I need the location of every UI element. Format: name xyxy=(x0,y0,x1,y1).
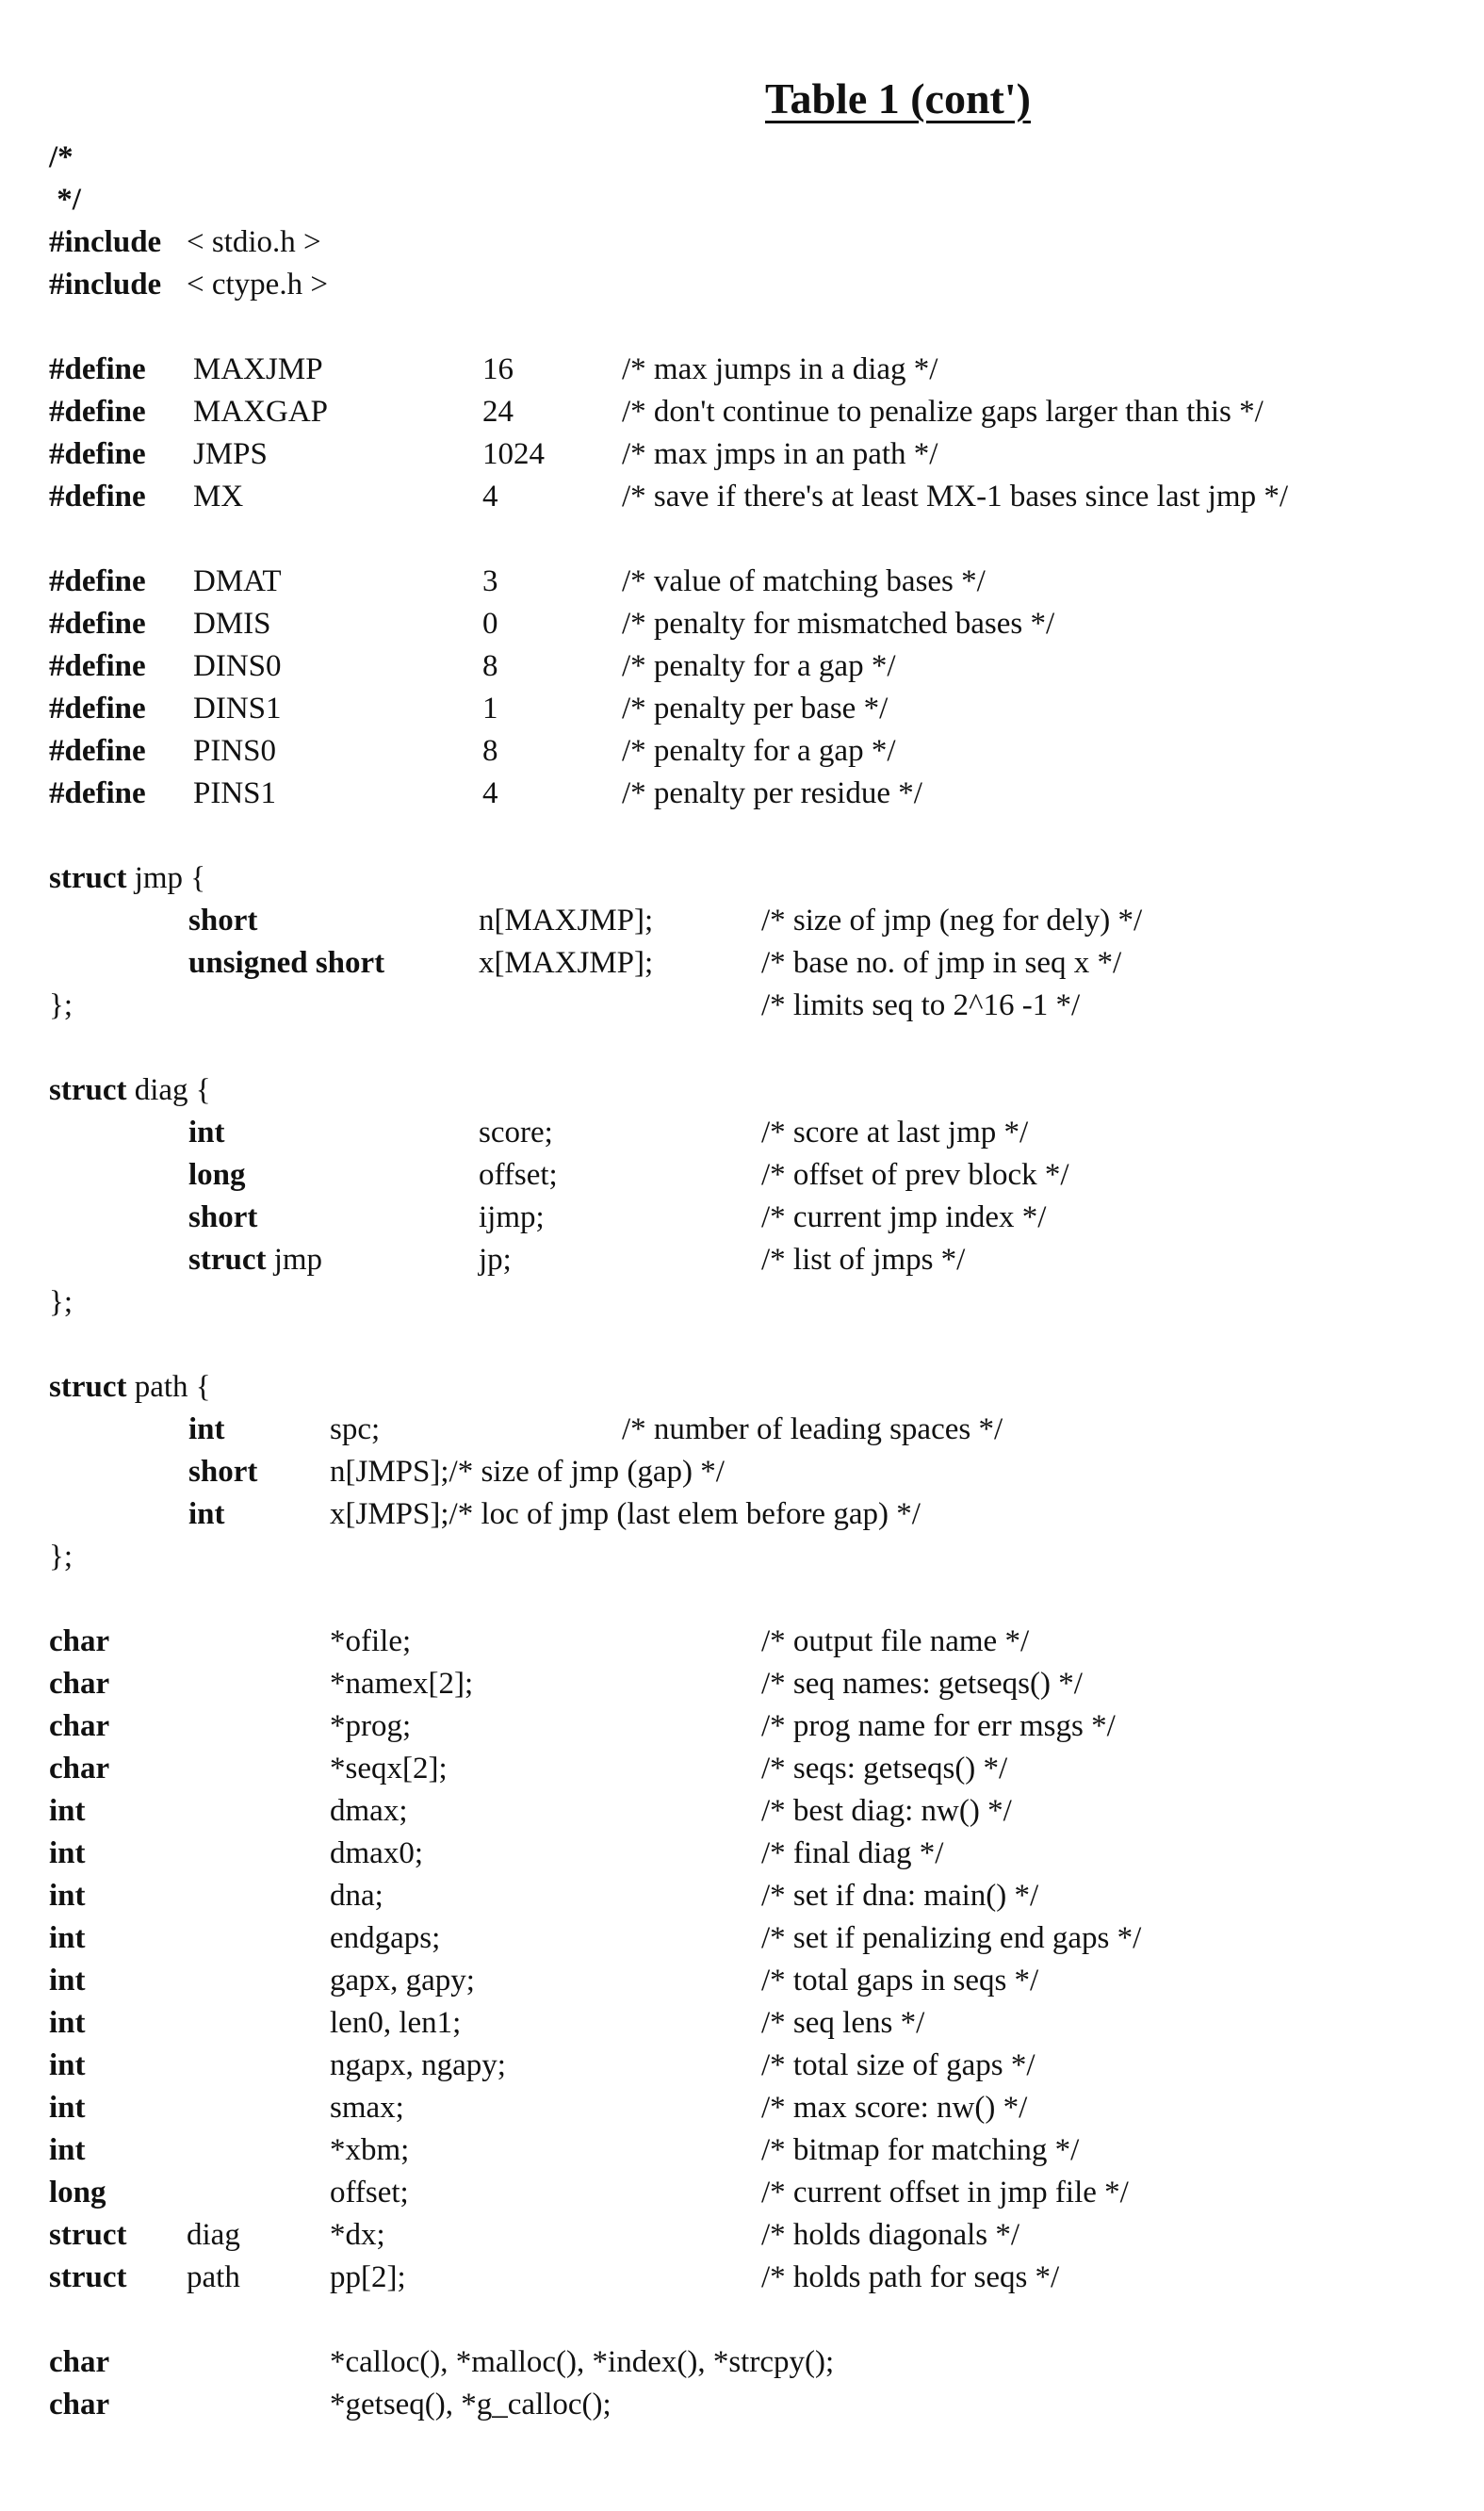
global-decl xyxy=(0,2172,1484,2214)
global-comment: /* seq names: getseqs() */ xyxy=(761,1667,1083,1701)
member-type: short xyxy=(188,1455,258,1489)
global-decl xyxy=(0,1917,1484,1960)
global-name: *ofile; xyxy=(330,1624,412,1658)
define-name: DMIS xyxy=(193,607,271,641)
global-comment: /* bitmap for matching */ xyxy=(761,2133,1080,2167)
global-comment: /* holds path for seqs */ xyxy=(761,2260,1060,2294)
define-keyword: #define xyxy=(49,734,146,768)
global-name: pp[2]; xyxy=(330,2260,406,2294)
define-comment: /* penalty per residue */ xyxy=(622,776,922,810)
global-decl xyxy=(0,2002,1484,2045)
member-name: x[JMPS]; xyxy=(330,1497,449,1531)
extern-decl xyxy=(0,2384,1484,2426)
define-name: MAXJMP xyxy=(193,352,323,386)
global-comment: /* set if dna: main() */ xyxy=(761,1879,1039,1913)
define-comment: /* penalty for a gap */ xyxy=(622,649,896,683)
global-name: dna; xyxy=(330,1879,383,1913)
global-name: *prog; xyxy=(330,1709,412,1743)
define-line xyxy=(0,476,1484,518)
define-value: 16 xyxy=(482,352,514,386)
member-name: score; xyxy=(479,1116,553,1150)
global-decl xyxy=(0,2129,1484,2172)
global-comment: /* current offset in jmp file */ xyxy=(761,2176,1129,2209)
member-type: unsigned short xyxy=(188,946,385,980)
define-name: MX xyxy=(193,480,244,514)
define-value: 4 xyxy=(482,776,498,810)
define-name: MAXGAP xyxy=(193,395,329,429)
include-file: < stdio.h > xyxy=(187,225,321,259)
global-comment: /* seq lens */ xyxy=(761,2006,925,2040)
struct-diag-close xyxy=(0,1281,1484,1324)
comment-open: /* xyxy=(49,140,73,174)
struct-name: jmp { xyxy=(126,861,206,895)
define-keyword: #define xyxy=(49,607,146,641)
struct-close: }; xyxy=(49,1540,73,1573)
define-comment: /* penalty for mismatched bases */ xyxy=(622,607,1055,641)
member-name: spc; xyxy=(330,1412,381,1446)
struct-keyword: struct xyxy=(49,861,127,895)
member-type: struct xyxy=(188,1243,267,1277)
member-comment: /* base no. of jmp in seq x */ xyxy=(761,946,1122,980)
define-name: DINS0 xyxy=(193,649,282,683)
define-value: 1 xyxy=(482,692,498,726)
global-type: int xyxy=(49,1921,86,1955)
global-comment: /* output file name */ xyxy=(761,1624,1030,1658)
define-value: 3 xyxy=(482,564,498,598)
struct-member xyxy=(0,942,1484,985)
define-keyword: #define xyxy=(49,352,146,386)
global-type: long xyxy=(49,2176,106,2209)
member-name: ijmp; xyxy=(479,1200,545,1234)
struct-name: path { xyxy=(126,1370,211,1404)
struct-member xyxy=(0,1451,1484,1493)
comment-open-line xyxy=(0,137,1484,179)
page-title: Table 1 (cont') xyxy=(765,74,1031,122)
global-comment: /* total gaps in seqs */ xyxy=(761,1964,1039,1997)
include-line xyxy=(0,221,1484,264)
struct-member xyxy=(0,1197,1484,1239)
global-name: *seqx[2]; xyxy=(330,1752,448,1785)
define-name: DINS1 xyxy=(193,692,282,726)
extern-functions: *getseq(), *g_calloc(); xyxy=(330,2388,612,2421)
struct-jmp-close xyxy=(0,985,1484,1027)
global-type: struct xyxy=(49,2218,127,2252)
global-name: offset; xyxy=(330,2176,409,2209)
member-comment: /* loc of jmp (last elem before gap) */ xyxy=(448,1497,921,1531)
global-type: int xyxy=(49,2133,86,2167)
global-decl xyxy=(0,1748,1484,1790)
define-line xyxy=(0,645,1484,688)
global-comment: /* final diag */ xyxy=(761,1836,944,1870)
global-name: *namex[2]; xyxy=(330,1667,474,1701)
include-file: < ctype.h > xyxy=(187,268,328,302)
global-name: *xbm; xyxy=(330,2133,410,2167)
global-type: int xyxy=(49,1836,86,1870)
comment-close-line xyxy=(0,179,1484,221)
global-type: struct xyxy=(49,2260,127,2294)
define-comment: /* don't continue to penalize gaps larger than this */ xyxy=(622,395,1264,429)
member-comment: /* number of leading spaces */ xyxy=(622,1412,1003,1446)
member-name: offset; xyxy=(479,1158,558,1192)
define-value: 8 xyxy=(482,649,498,683)
define-name: PINS0 xyxy=(193,734,277,768)
define-line xyxy=(0,603,1484,645)
global-type: int xyxy=(49,2006,86,2040)
member-type: long xyxy=(188,1158,246,1192)
define-keyword: #define xyxy=(49,564,146,598)
global-decl xyxy=(0,1663,1484,1705)
struct-name: diag { xyxy=(126,1073,211,1107)
global-comment: /* prog name for err msgs */ xyxy=(761,1709,1116,1743)
global-decl xyxy=(0,1833,1484,1875)
include-keyword: #include xyxy=(49,225,162,259)
member-comment: /* list of jmps */ xyxy=(761,1243,966,1277)
define-keyword: #define xyxy=(49,480,146,514)
struct-member xyxy=(0,1409,1484,1451)
extern-functions: *calloc(), *malloc(), *index(), *strcpy(); xyxy=(330,2345,835,2379)
global-subtype: diag xyxy=(187,2218,240,2252)
struct-close: }; xyxy=(49,1285,73,1319)
global-name: dmax0; xyxy=(330,1836,423,1870)
struct-member xyxy=(0,1239,1484,1281)
include-line xyxy=(0,264,1484,306)
global-comment: /* seqs: getseqs() */ xyxy=(761,1752,1008,1785)
global-comment: /* holds diagonals */ xyxy=(761,2218,1020,2252)
extern-decl xyxy=(0,2341,1484,2384)
global-comment: /* best diag: nw() */ xyxy=(761,1794,1012,1828)
global-type: char xyxy=(49,1624,110,1658)
global-comment: /* max score: nw() */ xyxy=(761,2091,1028,2125)
define-line xyxy=(0,730,1484,773)
define-comment: /* max jumps in a diag */ xyxy=(622,352,938,386)
define-keyword: #define xyxy=(49,395,146,429)
struct-jmp-open xyxy=(0,857,1484,900)
define-keyword: #define xyxy=(49,437,146,471)
global-type: int xyxy=(49,2091,86,2125)
struct-member xyxy=(0,1112,1484,1154)
global-name: ngapx, ngapy; xyxy=(330,2048,506,2082)
comment-close: */ xyxy=(49,183,81,217)
define-comment: /* penalty for a gap */ xyxy=(622,734,896,768)
define-line xyxy=(0,391,1484,433)
define-line xyxy=(0,433,1484,476)
global-type: char xyxy=(49,1667,110,1701)
struct-close: }; xyxy=(49,988,73,1022)
global-decl xyxy=(0,2087,1484,2129)
struct-keyword: struct xyxy=(49,1370,127,1404)
member-name: n[MAXJMP]; xyxy=(479,904,654,938)
member-name: n[JMPS]; xyxy=(330,1455,449,1489)
member-type: short xyxy=(188,904,258,938)
define-comment: /* value of matching bases */ xyxy=(622,564,986,598)
member-type: short xyxy=(188,1200,258,1234)
member-comment: /* size of jmp (gap) */ xyxy=(448,1455,725,1489)
global-type: char xyxy=(49,1709,110,1743)
global-subtype: path xyxy=(187,2260,240,2294)
struct-diag-open xyxy=(0,1069,1484,1112)
global-comment: /* set if penalizing end gaps */ xyxy=(761,1921,1142,1955)
global-type: int xyxy=(49,1794,86,1828)
define-value: 0 xyxy=(482,607,498,641)
define-value: 8 xyxy=(482,734,498,768)
define-line xyxy=(0,773,1484,815)
define-line xyxy=(0,349,1484,391)
member-name: x[MAXJMP]; xyxy=(479,946,654,980)
global-decl xyxy=(0,1705,1484,1748)
global-decl xyxy=(0,2045,1484,2087)
member-comment: /* current jmp index */ xyxy=(761,1200,1047,1234)
global-type: char xyxy=(49,1752,110,1785)
global-decl xyxy=(0,1960,1484,2002)
member-name: jp; xyxy=(479,1243,512,1277)
define-line xyxy=(0,561,1484,603)
struct-member xyxy=(0,1154,1484,1197)
define-keyword: #define xyxy=(49,692,146,726)
extern-type: char xyxy=(49,2388,110,2421)
define-name: JMPS xyxy=(193,437,268,471)
include-keyword: #include xyxy=(49,268,162,302)
define-name: DMAT xyxy=(193,564,282,598)
define-keyword: #define xyxy=(49,649,146,683)
define-line xyxy=(0,688,1484,730)
global-comment: /* total size of gaps */ xyxy=(761,2048,1036,2082)
define-comment: /* max jmps in an path */ xyxy=(622,437,938,471)
define-value: 24 xyxy=(482,395,514,429)
define-name: PINS1 xyxy=(193,776,277,810)
struct-member xyxy=(0,1493,1484,1536)
struct-path-open xyxy=(0,1366,1484,1409)
struct-path-close xyxy=(0,1536,1484,1578)
global-type: int xyxy=(49,2048,86,2082)
global-name: smax; xyxy=(330,2091,404,2125)
struct-keyword: struct xyxy=(49,1073,127,1107)
define-comment: /* penalty per base */ xyxy=(622,692,889,726)
member-comment: /* limits seq to 2^16 -1 */ xyxy=(761,988,1081,1022)
global-decl xyxy=(0,1790,1484,1833)
define-value: 4 xyxy=(482,480,498,514)
define-keyword: #define xyxy=(49,776,146,810)
member-type: int xyxy=(188,1116,225,1150)
global-decl xyxy=(0,2257,1484,2299)
global-name: gapx, gapy; xyxy=(330,1964,475,1997)
global-name: dmax; xyxy=(330,1794,408,1828)
global-type: int xyxy=(49,1964,86,1997)
member-comment: /* score at last jmp */ xyxy=(761,1116,1029,1150)
global-decl xyxy=(0,2214,1484,2257)
global-decl xyxy=(0,1621,1484,1663)
global-decl xyxy=(0,1875,1484,1917)
global-type: int xyxy=(49,1879,86,1913)
define-value: 1024 xyxy=(482,437,545,471)
member-comment: /* size of jmp (neg for dely) */ xyxy=(761,904,1143,938)
extern-type: char xyxy=(49,2345,110,2379)
global-name: *dx; xyxy=(330,2218,385,2252)
global-name: endgaps; xyxy=(330,1921,441,1955)
define-comment: /* save if there's at least MX-1 bases since last jmp */ xyxy=(622,480,1289,514)
member-type-rest: jmp xyxy=(266,1243,323,1277)
member-type: int xyxy=(188,1412,225,1446)
struct-member xyxy=(0,900,1484,942)
global-name: len0, len1; xyxy=(330,2006,462,2040)
member-comment: /* offset of prev block */ xyxy=(761,1158,1069,1192)
member-type: int xyxy=(188,1497,225,1531)
